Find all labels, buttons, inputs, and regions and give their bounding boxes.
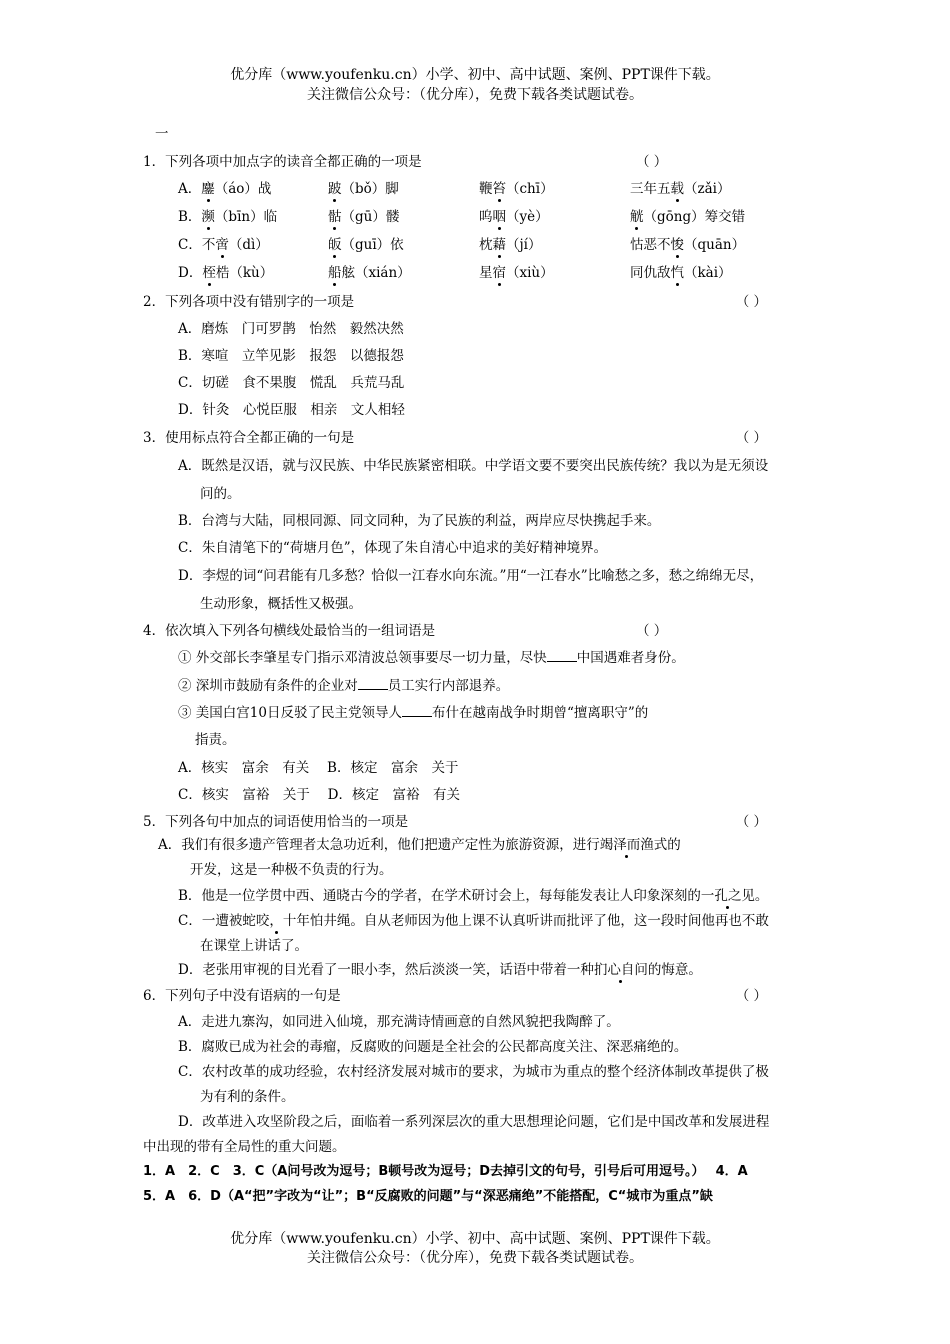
q4-answer-paren: （ ） — [636, 623, 668, 639]
q5-option-c-line1: C．一遭被蛇咬，十年怕井绳。自从老师因为他上课不认真听讲而批评了他，这一段时间他再也不敢 — [178, 913, 769, 929]
q3-option-a-line1: A．既然是汉语，就与汉民族、中华民族紧密相联。中学语文要不要突出民族传统？我以为是无须设 — [178, 458, 769, 474]
q4-blank-2[interactable] — [358, 677, 388, 690]
q6-option-c-line1: C．农村改革的成功经验，农村经济发展对城市的要求，为城市为重点的整个经济体制改革提供了极 — [178, 1064, 769, 1080]
q1-option-b-1: B．濒（bīn）临 — [178, 209, 278, 225]
page-header-line1: 优分库（www.youfenku.cn）小学、初中、高中试题、案例、PPT课件下载。 — [230, 67, 720, 83]
q3-stem: 3．使用标点符合全都正确的一句是 — [143, 430, 355, 446]
page-footer-line1: 优分库（www.youfenku.cn）小学、初中、高中试题、案例、PPT课件下载。 — [230, 1231, 720, 1247]
q4-options-cd: C．核实 富裕 关于 D．核定 富裕 有关 — [178, 787, 460, 803]
q3-option-c: C．朱自清笔下的“荷塘月色”，体现了朱自清心中追求的美好精神境界。 — [178, 540, 608, 556]
q5-option-c-line2: 在课堂上讲话了。 — [200, 938, 308, 954]
q2-answer-paren: （ ） — [735, 294, 767, 310]
q6-option-d-line2: 中出现的带有全局性的重大问题。 — [143, 1139, 346, 1155]
q4-sentence-1: ① 外交部长李肇星专门指示邓清波总领事要尽一切力量，尽快 中国遇难者身份。 — [178, 650, 685, 666]
q1-option-d-4: 同仇敌忾（kài） — [630, 265, 732, 281]
q1-option-a-4: 三年五载（zǎi） — [630, 181, 731, 197]
q4-sentence-3-cont: 指责。 — [195, 732, 236, 748]
q1-answer-paren: （ ） — [636, 154, 668, 170]
page-header-line2: 关注微信公众号：（优分库），免费下载各类试题试卷。 — [307, 87, 643, 103]
q1-option-b-3: 呜咽（yè） — [479, 209, 549, 225]
q2-option-a: A．磨炼 门可罗鹊 怡然 毅然决然 — [178, 321, 404, 337]
q3-option-d-line1: D．李煜的词“问君能有几多愁？恰似一江春水向东流。”用“一江春水”比喻愁之多，愁之绵绵无尽， — [178, 568, 764, 584]
q1-option-c-3: 枕藉（jí） — [479, 237, 542, 253]
answer-key-line1: 1．A 2．C 3．C（A问号改为逗号；B顿号改为逗号；D去掉引文的句号，引号后可用逗号。） 4．A — [143, 1164, 748, 1179]
q1-option-a-3: 鞭笞（chī） — [479, 181, 554, 197]
q1-option-d-1: D．桎梏（kù） — [178, 265, 274, 281]
q2-option-d: D．针灸 心悦臣服 相亲 文人相轻 — [178, 402, 405, 418]
q1-option-d-2: 船舷（xián） — [328, 265, 411, 281]
q2-option-b: B．寒喧 立竿见影 报怨 以德报怨 — [178, 348, 404, 364]
q5-answer-paren: （ ） — [735, 814, 767, 830]
q5-option-b: B．他是一位学贯中西、通晓古今的学者，在学术研讨会上，每每能发表让人印象深刻的一孔之见。 — [178, 888, 769, 904]
q1-option-a-1: A．鏖（áo）战 — [178, 181, 272, 197]
q4-sentence-3: ③ 美国白宫10日反驳了民主党领导人 布什在越南战争时期曾“擅离职守”的 — [178, 705, 649, 721]
q4-options-ab: A．核实 富余 有关 B．核定 富余 关于 — [178, 760, 459, 776]
answer-key-line2: 5．A 6．D（A“把”字改为“让”；B“反腐败的问题”与“深恶痛绝”不能搭配，C“城市为重点”缺 — [143, 1189, 713, 1204]
q1-option-c-2: 皈（guī）依 — [328, 237, 404, 253]
q4-sentence-2: ② 深圳市鼓励有条件的企业对 员工实行内部退养。 — [178, 678, 510, 694]
q1-option-b-2: 骷（gū）髅 — [328, 209, 400, 225]
q1-option-d-3: 星宿（xiù） — [479, 265, 554, 281]
q6-option-d-line1: D．改革进入攻坚阶段之后，面临着一系列深层次的重大思想理论问题，它们是中国改革和发展进程 — [178, 1114, 770, 1130]
q4-stem: 4．依次填入下列各句横线处最恰当的一组词语是 — [143, 623, 436, 639]
q3-option-d-line2: 生动形象，概括性又极强。 — [200, 596, 362, 612]
section-mark: 一 — [155, 126, 169, 142]
q3-option-b: B．台湾与大陆，同根同源、同文同种，为了民族的利益，两岸应尽快携起手来。 — [178, 513, 661, 529]
q1-option-a-2: 跛（bǒ）脚 — [328, 181, 399, 197]
q4-blank-1[interactable] — [547, 649, 577, 662]
q5-option-a-line2: 开发，这是一种极不负责的行为。 — [190, 862, 393, 878]
q5-option-d: D．老张用审视的目光看了一眼小李，然后淡淡一笑，话语中带着一种扪心自问的悔意。 — [178, 962, 702, 978]
q6-answer-paren: （ ） — [735, 988, 767, 1004]
page-footer-line2: 关注微信公众号：（优分库），免费下载各类试题试卷。 — [307, 1250, 643, 1266]
q2-option-c: C．切磋 食不果腹 慌乱 兵荒马乱 — [178, 375, 405, 391]
q6-option-a: A．走进九寨沟，如同进入仙境，那充满诗情画意的自然风貌把我陶醉了。 — [178, 1014, 620, 1030]
q2-stem: 2．下列各项中没有错别字的一项是 — [143, 294, 355, 310]
q6-option-b: B．腐败已成为社会的毒瘤，反腐败的问题是全社会的公民都高度关注、深恶痛绝的。 — [178, 1039, 688, 1055]
q3-answer-paren: （ ） — [735, 430, 767, 446]
q4-blank-3[interactable] — [402, 704, 432, 717]
q3-option-a-line2: 问的。 — [200, 486, 241, 502]
q5-stem: 5．下列各句中加点的词语使用恰当的一项是 — [143, 814, 409, 830]
q6-stem: 6．下列句子中没有语病的一句是 — [143, 988, 341, 1004]
q1-option-c-4: 怙恶不悛（quān） — [630, 237, 746, 253]
q6-option-c-line2: 为有利的条件。 — [200, 1089, 295, 1105]
q5-option-a-line1: A．我们有很多遗产管理者太急功近利，他们把遗产定性为旅游资源，进行竭泽而渔式的 — [158, 837, 681, 853]
q1-stem: 1．下列各项中加点字的读音全都正确的一项是 — [143, 154, 422, 170]
q1-option-c-1: C．不啻（dì） — [178, 237, 269, 253]
q1-option-b-4: 觥（gōng）筹交错 — [630, 209, 746, 225]
